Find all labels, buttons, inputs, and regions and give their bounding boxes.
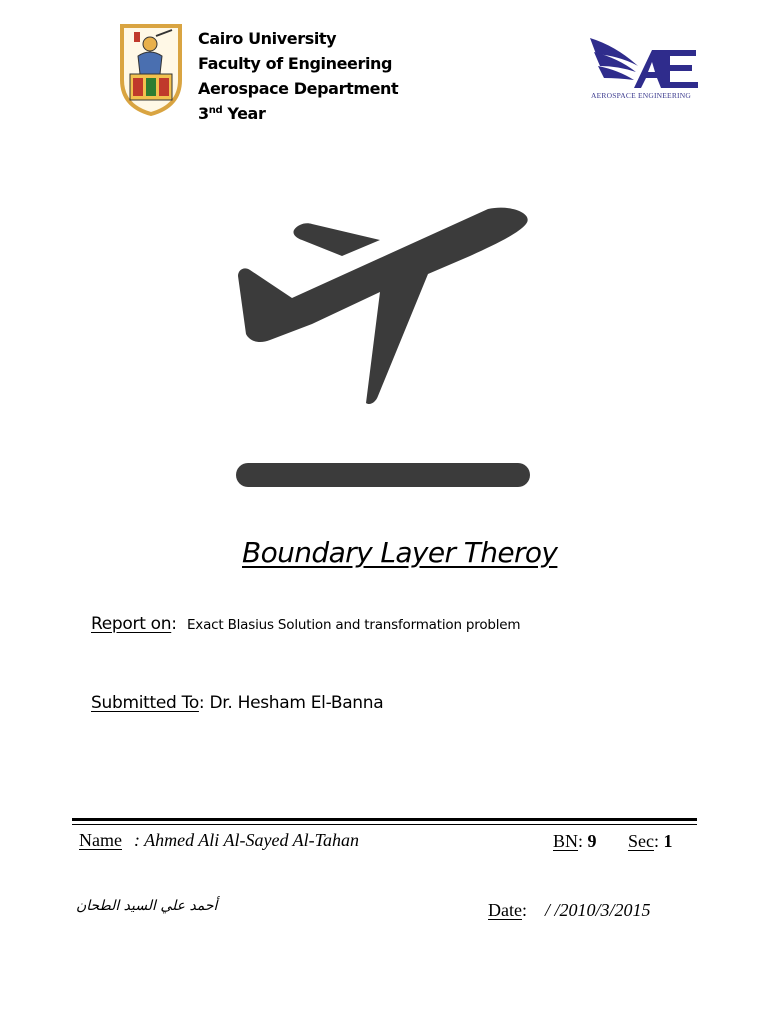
bn-value: 9 — [587, 831, 597, 851]
submitted-line — [91, 693, 383, 713]
aerospace-logo-caption: AEROSPACE ENGINEERING — [591, 91, 691, 100]
ae-logo-letters: AE — [586, 32, 588, 33]
date-label: Date — [488, 900, 522, 920]
report-colon: : — [171, 614, 177, 634]
bn-label: BN — [553, 831, 579, 851]
report-line — [91, 614, 520, 634]
cairo-university-logo — [116, 22, 186, 116]
university-name: Cairo University — [198, 29, 337, 48]
name-value: : Ahmed Ali Al-Sayed Al-Tahan — [133, 830, 359, 850]
report-topic: Exact Blasius Solution and transformation problem — [186, 617, 521, 633]
submitted-label: Submitted To — [91, 693, 199, 713]
divider-thick — [72, 818, 697, 821]
student-name-line — [79, 830, 359, 851]
date-value: / /201​0/3/2015 — [545, 900, 651, 920]
year-ordinal: nd — [208, 105, 223, 116]
airplane-takeoff-icon — [230, 200, 540, 495]
faculty-name: Faculty of Engineering — [198, 54, 393, 73]
year-word: Year — [222, 104, 266, 123]
sec-label: Sec — [628, 831, 654, 851]
year-number: 3 — [198, 104, 209, 123]
name-label: Name — [79, 830, 122, 850]
date-line: Date: / /201​0/3/2015 — [488, 900, 651, 920]
section-line: Sec: 1 — [628, 831, 673, 851]
divider-thin — [72, 824, 697, 825]
document-title: Boundary Layer Theroy — [242, 536, 558, 569]
department-name: Aerospace Department — [198, 79, 399, 98]
academic-year — [198, 101, 398, 126]
report-label: Report on — [91, 614, 172, 634]
arabic-student-name: أحمد علي السيد الطحان — [76, 898, 218, 914]
submitted-value: : Dr. Hesham El-Banna — [198, 693, 384, 713]
header-institution-block — [198, 26, 398, 126]
bench-number-line: BN: 9 — [553, 831, 597, 851]
sec-value: 1 — [663, 831, 673, 851]
